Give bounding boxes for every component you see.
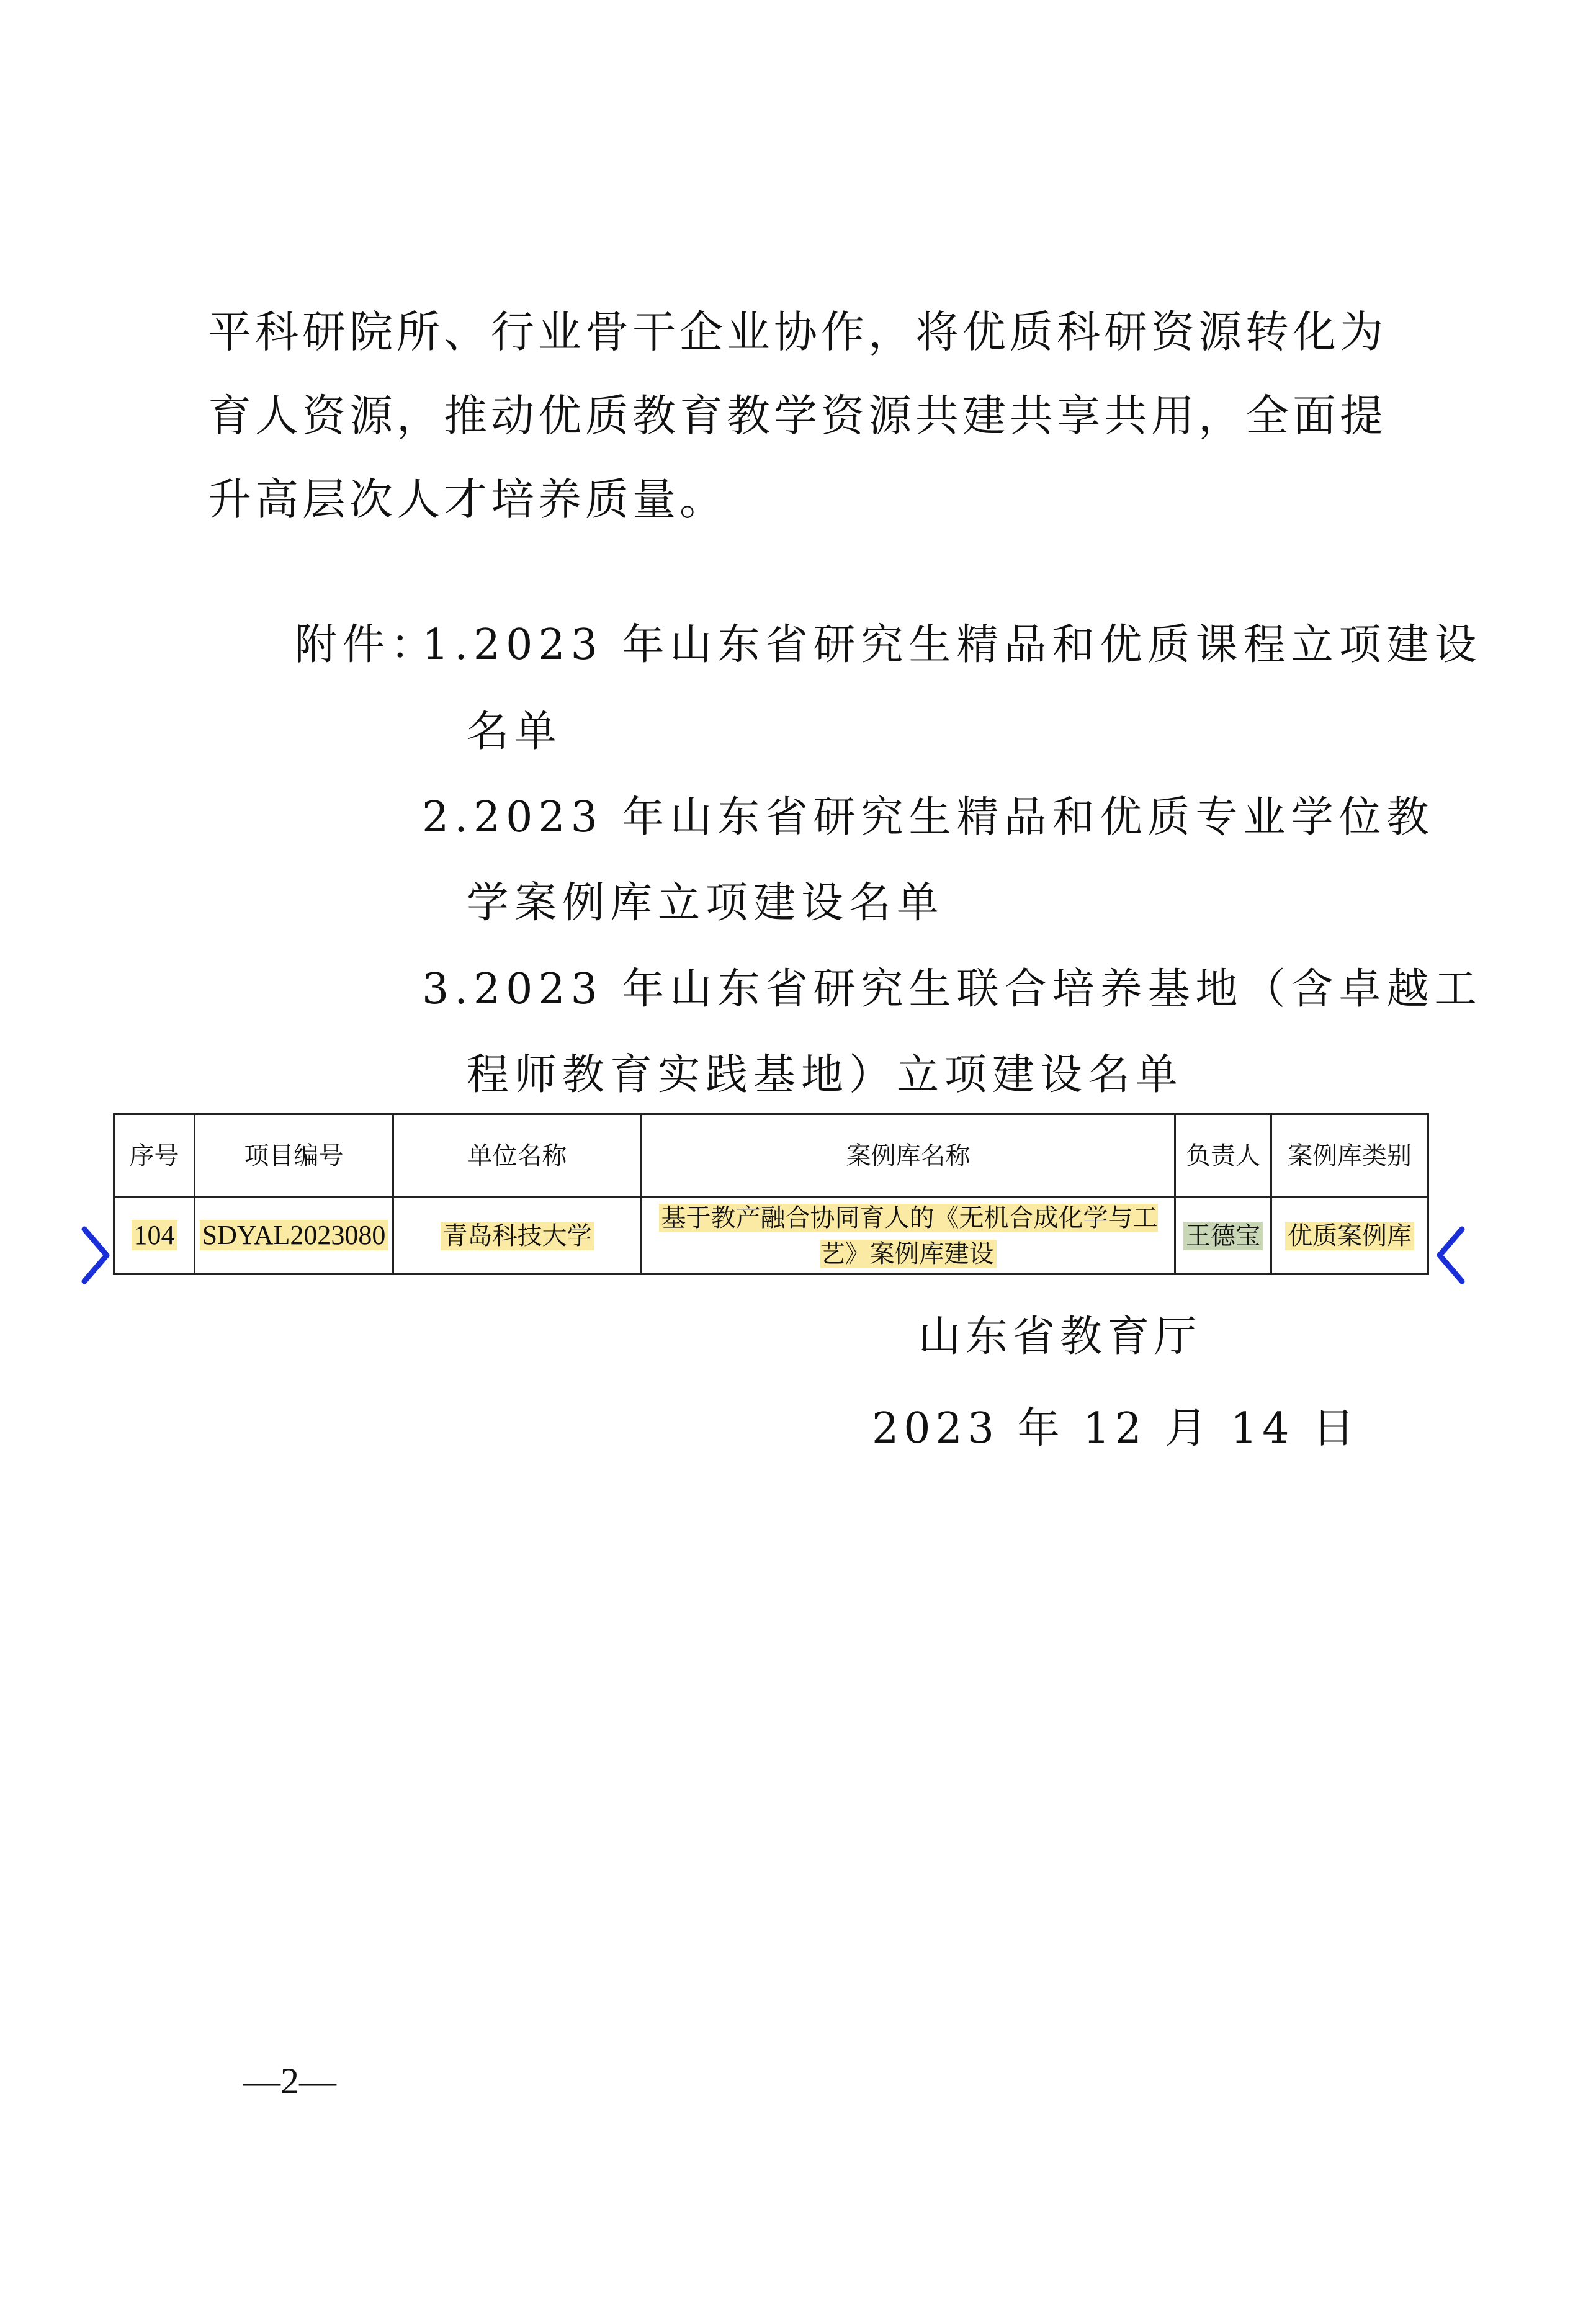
leader-value: 王德宝 — [1183, 1222, 1263, 1250]
attachment-1-line2: 名单 — [467, 707, 563, 756]
attachment-3-line2: 程师教育实践基地）立项建设名单 — [467, 1050, 1184, 1099]
page-number: —2— — [243, 2061, 336, 2102]
cell-unit — [393, 1198, 642, 1274]
table-row — [114, 1198, 1428, 1274]
cell-seq — [114, 1198, 195, 1274]
body-paragraph: 平科研院所、行业骨干企业协作，将优质科研资源转化为育人资源，推动优质教育教学资源共建共享共用，全面提升高层次人才培养质量。 — [208, 307, 1387, 525]
case-library-table — [113, 1113, 1429, 1275]
attachment-1-line1: 1.2023 年山东省研究生精品和优质课程立项建设 — [422, 620, 1482, 669]
header-unit: 单位名称 — [393, 1114, 642, 1198]
seq-value: 104 — [132, 1220, 177, 1250]
header-code: 项目编号 — [195, 1114, 393, 1198]
header-name: 案例库名称 — [642, 1114, 1175, 1198]
attachment-3-line1: 3.2023 年山东省研究生联合培养基地（含卓越工 — [422, 965, 1482, 1014]
unit-value: 青岛科技大学 — [441, 1222, 594, 1250]
cell-name — [642, 1198, 1175, 1274]
table-header-row — [114, 1114, 1428, 1198]
cell-category — [1271, 1198, 1428, 1274]
attachment-label: 附件： — [295, 620, 439, 669]
signature-date: 2023 年 12 月 14 日 — [872, 1404, 1360, 1453]
cell-code — [195, 1198, 393, 1274]
chevron-right-icon — [79, 1225, 112, 1285]
attachment-2-line1: 2.2023 年山东省研究生精品和优质专业学位教 — [422, 793, 1435, 842]
header-leader: 负责人 — [1175, 1114, 1271, 1198]
signature-org: 山东省教育厅 — [918, 1312, 1202, 1361]
attachment-2-line2: 学案例库立项建设名单 — [467, 879, 945, 928]
category-value: 优质案例库 — [1285, 1222, 1414, 1250]
header-seq: 序号 — [114, 1114, 195, 1198]
name-value: 基于教产融合协同育人的《无机合成化学与工艺》案例库建设 — [659, 1204, 1158, 1268]
chevron-left-icon — [1435, 1225, 1467, 1285]
code-value: SDYAL2023080 — [200, 1220, 388, 1250]
header-category: 案例库类别 — [1271, 1114, 1428, 1198]
cell-leader — [1175, 1198, 1271, 1274]
